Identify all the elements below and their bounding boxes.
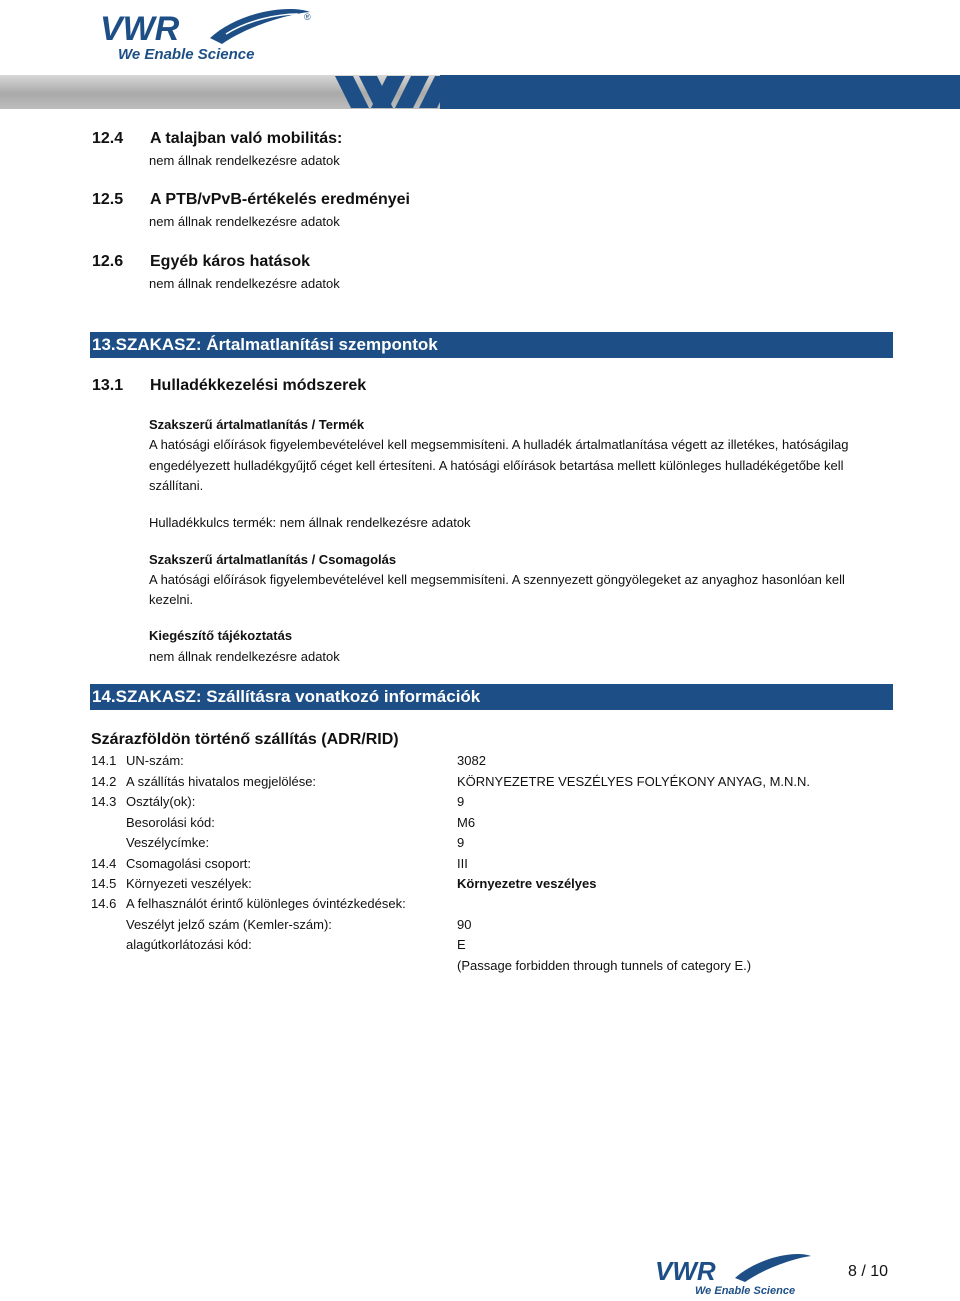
logo-wordmark: VWR (100, 10, 180, 48)
footer-vwr-logo (655, 1250, 815, 1296)
transport-row-value: 9 (457, 794, 465, 809)
transport-row-value: E (457, 937, 466, 952)
subsection-12-4-heading: 12.4 A talajban való mobilitás: (92, 130, 343, 147)
product-disposal-line: szállítani. (149, 478, 204, 493)
additional-info-heading: Kiegészítő tájékoztatás (149, 628, 293, 643)
packaging-disposal-line: kezelni. (149, 592, 194, 607)
transport-row-num: 14.2 (91, 774, 117, 789)
section-14-banner: 14.SZAKASZ: Szállításra vonatkozó információk (90, 684, 893, 710)
transport-row-label: A felhasználót érintő különleges óvintézkedések: (126, 896, 406, 911)
subsection-12-5-heading: 12.5 A PTB/vPvB-értékelés eredményei (92, 191, 410, 208)
subsection-12-6-heading: 12.6 Egyéb káros hatások (92, 253, 311, 270)
product-disposal-heading: Szakszerű ártalmatlanítás / Termék (149, 417, 365, 432)
product-disposal-line: engedélyezett hulladékgyűjtő céget kell értesíteni. A hatósági előírások betartása mellett különleges hulladékégetőbe kell (149, 458, 844, 473)
vwr-logo (98, 4, 318, 64)
product-disposal-line: A hatósági előírások figyelembevételével kell megsemmisíteni. A hulladék ártalmatlanítása végett az illetékes, hatóságilag (149, 437, 849, 452)
transport-row-label: Veszélycímke: (126, 835, 210, 850)
transport-row-num: 14.6 (91, 896, 117, 911)
transport-row-num: 14.1 (91, 753, 117, 768)
transport-row-value: 3082 (457, 753, 486, 768)
transport-row-label: Csomagolási csoport: (126, 856, 251, 871)
footer-logo-wordmark: VWR (655, 1256, 716, 1286)
waste-key-text: Hulladékkulcs termék: nem állnak rendelkezésre adatok (149, 515, 471, 530)
transport-row-value: 90 (457, 917, 472, 932)
section-13-banner: 13.SZAKASZ: Ártalmatlanítási szempontok (90, 332, 893, 358)
transport-row-value: 9 (457, 835, 465, 850)
footer-logo-tagline: We Enable Science (695, 1285, 796, 1296)
transport-row-num: 14.3 (91, 794, 117, 809)
transport-row-num: 14.5 (91, 876, 117, 891)
transport-row-label: A szállítás hivatalos megjelölése: (126, 774, 317, 789)
transport-row-num: 14.4 (91, 856, 117, 871)
transport-row-label: Besorolási kód: (126, 815, 215, 830)
subsection-12-5-text: nem állnak rendelkezésre adatok (149, 214, 340, 229)
subsection-12-4-text: nem állnak rendelkezésre adatok (149, 153, 340, 168)
transport-row-label: UN-szám: (126, 753, 184, 768)
header-band-blue (440, 75, 960, 109)
transport-row-value: KÖRNYEZETRE VESZÉLYES FOLYÉKONY ANYAG, M.N.N. (457, 774, 811, 789)
transport-row-label: Veszélyt jelző szám (Kemler-szám): (126, 917, 332, 932)
footer-logo-swoosh-icon (735, 1254, 811, 1282)
header-chevron-decoration (335, 72, 475, 112)
logo-tagline: We Enable Science (118, 46, 255, 63)
transport-row-value: (Passage forbidden through tunnels of category E.) (457, 958, 752, 973)
packaging-disposal-line: A hatósági előírások figyelembevételével kell megsemmisíteni. A szennyezett göngyölegeket az anyaghoz hasonlóan kell (149, 572, 845, 587)
page-number: 8 / 10 (848, 1263, 889, 1280)
transport-row-value: M6 (457, 815, 476, 830)
land-transport-heading: Szárazföldön történő szállítás (ADR/RID) (91, 731, 399, 748)
subsection-13-1-heading: 13.1 Hulladékkezelési módszerek (92, 377, 367, 394)
subsection-12-6-text: nem állnak rendelkezésre adatok (149, 276, 340, 291)
packaging-disposal-heading: Szakszerű ártalmatlanítás / Csomagolás (149, 552, 397, 567)
transport-row-value: Környezetre veszélyes (457, 876, 597, 891)
additional-info-text: nem állnak rendelkezésre adatok (149, 649, 340, 664)
transport-row-label: Osztály(ok): (126, 794, 196, 809)
transport-row-label: alagútkorlátozási kód: (126, 937, 252, 952)
transport-row-value: III (457, 856, 468, 871)
transport-row-label: Környezeti veszélyek: (126, 876, 252, 891)
svg-text:®: ® (304, 12, 311, 22)
